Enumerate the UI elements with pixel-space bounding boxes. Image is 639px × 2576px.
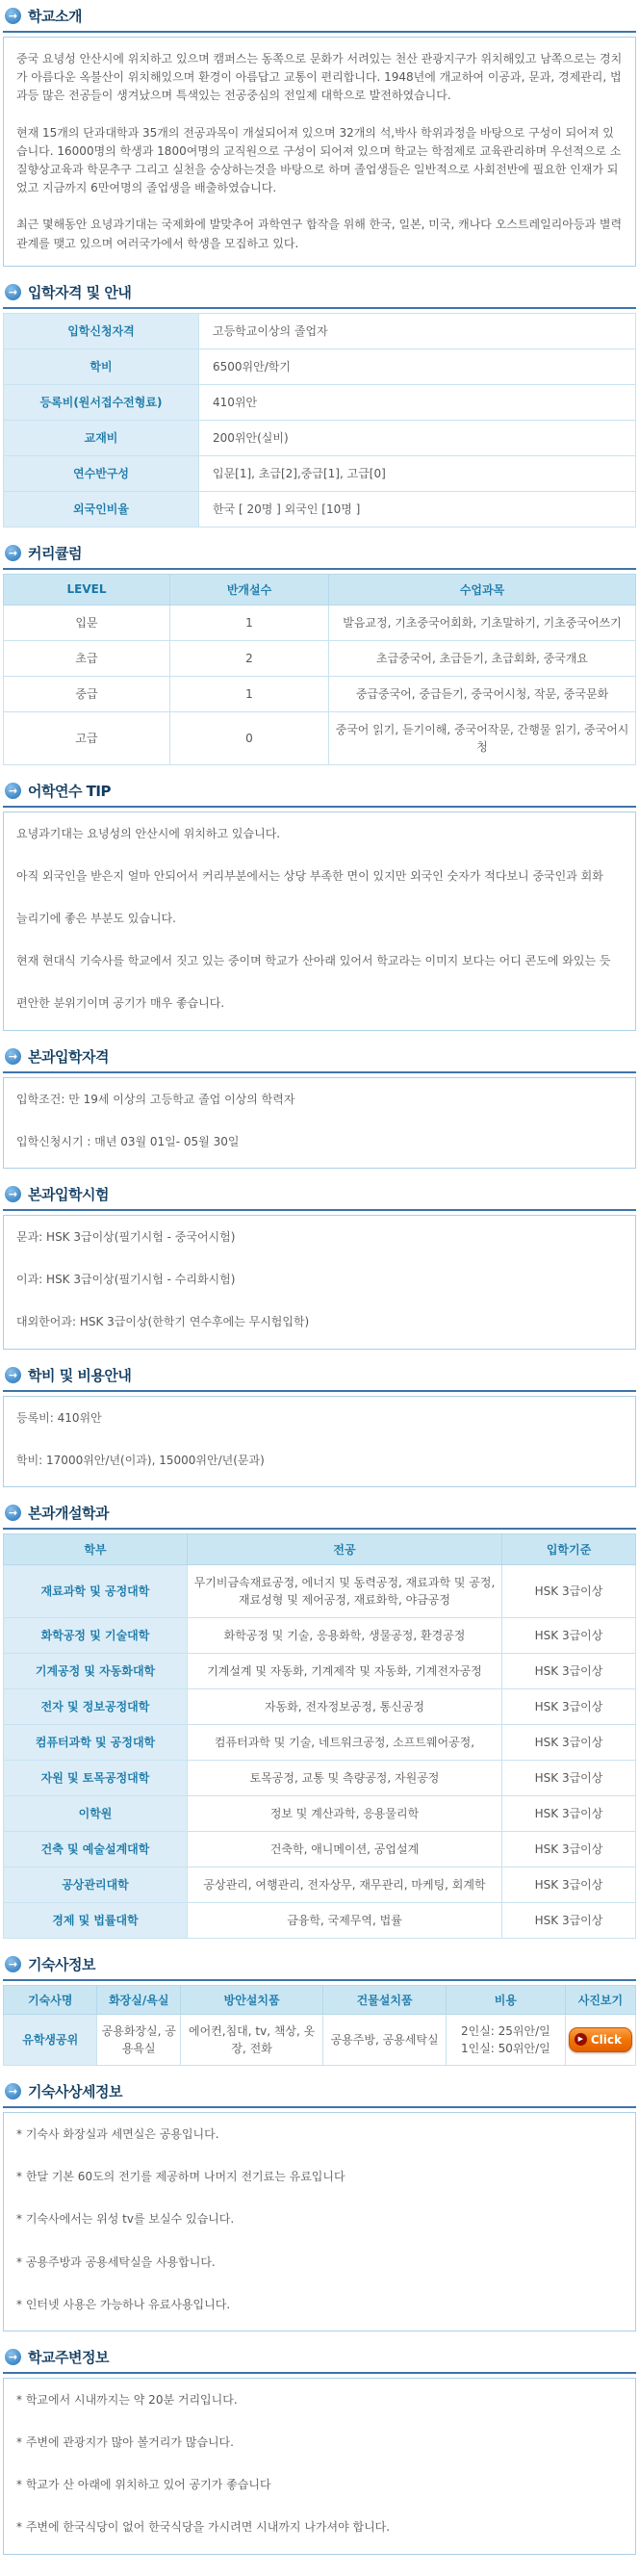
cost-line: 2인실: 25위안/일 — [460, 2023, 550, 2038]
table-row — [4, 455, 636, 491]
column-header: 기숙사명 — [4, 1985, 97, 2014]
text-line: 아직 외국인을 받은지 얼마 안되어서 커리부분에서는 상당 부족한 면이 있지만 외국인 숫자가 적다보니 중국인과 회화 — [16, 868, 603, 883]
column-header: 전공 — [188, 1533, 502, 1564]
arrow-circle-icon: → — [5, 2083, 21, 2099]
faculty-cell: 재료과학 및 공정대학 — [4, 1564, 188, 1617]
section-title: 본과입학자격 — [28, 1047, 109, 1066]
text-line: 늘리기에 좋은 부분도 있습니다. — [16, 912, 176, 926]
text-line: 요녕과기대는 요녕성의 안산시에 위치하고 있습니다. — [16, 826, 281, 840]
section-title: 기숙사상세정보 — [28, 2082, 122, 2100]
text-line: 이과: HSK 3급이상(필기시험 - 수리화시험) — [16, 1273, 236, 1287]
text-line: 입학조건: 만 19세 이상의 고등학교 졸업 이상의 학력자 — [16, 1092, 295, 1106]
section-departments — [3, 1499, 636, 1939]
text-line: 대외한어과: HSK 3급이상(한학기 연수후에는 무시험입학) — [16, 1315, 310, 1329]
requirement-cell: HSK 3급이상 — [502, 1760, 636, 1795]
section-title: 본과개설학과 — [28, 1504, 109, 1522]
arrow-circle-icon: → — [5, 8, 21, 24]
table-header-row — [4, 1533, 636, 1564]
row-label: 등록비(원서접수전형료) — [4, 384, 199, 420]
curriculum-table — [3, 574, 636, 765]
requirement-cell: HSK 3급이상 — [502, 1902, 636, 1938]
section-dorm-details-header — [3, 2077, 636, 2108]
table-row — [4, 605, 636, 640]
text-line: 현재 현대식 기숙사를 학교에서 짓고 있는 중이며 학교가 산아래 있어서 학교라는 이미지 보다는 어디 콘도에 와있는 듯 — [16, 954, 611, 968]
section-title: 학교소개 — [28, 8, 82, 25]
subjects-cell: 초급중국어, 초급듣기, 초급회화, 중국개요 — [329, 640, 636, 676]
requirement-cell: HSK 3급이상 — [502, 1795, 636, 1831]
table-row — [4, 676, 636, 711]
table-row — [4, 1760, 636, 1795]
column-header: 사진보기 — [565, 1985, 635, 2014]
column-header: 비용 — [446, 1985, 565, 2014]
faculty-cell: 기계공정 및 자동화대학 — [4, 1653, 188, 1688]
text-line: 학비: 17000위안/년(이과), 15000위안/년(문과) — [16, 1453, 265, 1467]
cost-cell — [446, 2014, 565, 2065]
bullet-line: * 주변에 한국식당이 없어 한국식당을 가시려면 시내까지 나가셔야 합니다. — [16, 2520, 391, 2535]
bullet-line: * 한달 기본 60도의 전기를 제공하며 나머지 전기료는 유료입니다 — [16, 2170, 345, 2184]
room-items-cell: 에어컨,침대, tv, 책상, 옷장, 전화 — [181, 2014, 323, 2065]
arrow-circle-icon: → — [5, 783, 21, 799]
bachelor-exam-box — [3, 1215, 636, 1350]
section-dormitory — [3, 1950, 636, 2066]
classes-cell: 1 — [170, 676, 329, 711]
column-header: LEVEL — [4, 574, 170, 605]
faculty-cell: 화학공정 및 기술대학 — [4, 1617, 188, 1653]
level-cell: 고급 — [4, 711, 170, 764]
classes-cell: 2 — [170, 640, 329, 676]
subjects-cell: 중급중국어, 중급듣기, 중국어시청, 작문, 중국문화 — [329, 676, 636, 711]
section-language-tip-header — [3, 777, 636, 808]
section-bachelor-qualification — [3, 1043, 636, 1169]
table-row — [4, 640, 636, 676]
subjects-cell: 발음교정, 기초중국어회화, 기초말하기, 기초중국어쓰기 — [329, 605, 636, 640]
table-row — [4, 491, 636, 527]
table-row — [4, 2014, 636, 2065]
section-curriculum — [3, 539, 636, 765]
paragraph: 중국 요녕성 안산시에 위치하고 있으며 캠퍼스는 동쪽으로 문화가 서려있는 천산 관광지구가 위치해있고 남쪽으로는 경치가 아름다운 옥불산이 위치해있으며 환경이 아름답고 교통이 편리합니다. 1948년에 개교하여 이공과, 문과, 경제관리, 법과등 많은 전공들이 생겨났으며 특색있는 전공중심의 전일제 대학으로 발전하였습니다. — [16, 52, 623, 103]
section-admission — [3, 278, 636, 528]
dorm-name-cell: 유학생공위 — [4, 2014, 97, 2065]
admission-table — [3, 313, 636, 528]
arrow-circle-icon: → — [5, 2349, 21, 2365]
faculty-cell: 경제 및 법률대학 — [4, 1902, 188, 1938]
table-row — [4, 1564, 636, 1617]
faculty-cell: 이학원 — [4, 1795, 188, 1831]
faculty-cell: 전자 및 정보공정대학 — [4, 1688, 188, 1724]
section-language-tip — [3, 777, 636, 1031]
requirement-cell: HSK 3급이상 — [502, 1564, 636, 1617]
bullet-line: * 주변에 관광지가 많아 볼거리가 많습니다. — [16, 2435, 234, 2450]
row-label: 입학신청자격 — [4, 313, 199, 348]
text-line: 편안한 분위기이며 공기가 매우 좋습니다. — [16, 996, 225, 1011]
section-title: 어학연수 TIP — [28, 782, 111, 800]
majors-cell: 자동화, 전자정보공정, 통신공정 — [188, 1688, 502, 1724]
section-bachelor-qualification-header — [3, 1043, 636, 1073]
bullet-line: * 공용주방과 공용세탁실을 사용합니다. — [16, 2254, 216, 2269]
section-curriculum-header — [3, 539, 636, 570]
row-label: 학비 — [4, 348, 199, 384]
column-header: 방안설치품 — [181, 1985, 323, 2014]
table-header-row — [4, 574, 636, 605]
level-cell: 입문 — [4, 605, 170, 640]
level-cell: 초급 — [4, 640, 170, 676]
paragraph: 최근 몇해동안 요녕과기대는 국제화에 발맞추어 과학연구 합작을 위해 한국, 일본, 미국, 캐나다 오스트레일리아등과 별력관계를 맺고 있으며 여러국가에서 학생을 모집하고 있다. — [16, 218, 623, 250]
requirement-cell: HSK 3급이상 — [502, 1617, 636, 1653]
arrow-circle-icon: → — [5, 1505, 21, 1521]
text-line: 문과: HSK 3급이상(필기시험 - 중국어시험) — [16, 1230, 236, 1244]
row-label: 외국인비율 — [4, 491, 199, 527]
bathroom-cell: 공용화장실, 공용욕실 — [97, 2014, 181, 2065]
section-title: 입학자격 및 안내 — [28, 283, 132, 301]
subjects-cell: 중국어 읽기, 듣기이해, 중국어작문, 간행물 읽기, 중국어시청 — [329, 711, 636, 764]
arrow-circle-icon: → — [5, 1048, 21, 1065]
row-value: 6500위안/학기 — [199, 348, 636, 384]
table-row — [4, 711, 636, 764]
photo-click-button[interactable] — [569, 2027, 632, 2052]
row-value: 한국 [ 20명 ] 외국인 [10명 ] — [199, 491, 636, 527]
section-bachelor-exam-header — [3, 1180, 636, 1211]
dormitory-table — [3, 1985, 636, 2066]
tuition-box — [3, 1396, 636, 1487]
bullet-line: * 학교에서 시내까지는 약 20분 거리입니다. — [16, 2392, 238, 2407]
table-row — [4, 1902, 636, 1938]
faculty-cell: 공상관리대학 — [4, 1867, 188, 1902]
table-row — [4, 313, 636, 348]
section-dorm-details — [3, 2077, 636, 2331]
dorm-details-box — [3, 2112, 636, 2331]
table-header-row — [4, 1985, 636, 2014]
table-row — [4, 1688, 636, 1724]
section-title: 학비 및 비용안내 — [28, 1366, 132, 1384]
arrow-circle-icon: → — [5, 1186, 21, 1202]
section-tuition-header — [3, 1361, 636, 1392]
section-tuition — [3, 1361, 636, 1487]
majors-cell: 정보 및 계산과학, 응용물리학 — [188, 1795, 502, 1831]
section-title: 본과입학시험 — [28, 1186, 109, 1203]
column-header: 화장실/욕실 — [97, 1985, 181, 2014]
faculty-cell: 건축 및 예술설계대학 — [4, 1831, 188, 1867]
requirement-cell: HSK 3급이상 — [502, 1688, 636, 1724]
play-icon: ▶ — [575, 2033, 587, 2046]
majors-cell: 기계설계 및 자동화, 기계제작 및 자동화, 기계전자공정 — [188, 1653, 502, 1688]
arrow-circle-icon: → — [5, 284, 21, 300]
section-surroundings — [3, 2343, 636, 2555]
bullet-line: * 기숙사에서는 위성 tv를 보실수 있습니다. — [16, 2212, 235, 2227]
arrow-circle-icon: → — [5, 1956, 21, 1972]
table-row — [4, 384, 636, 420]
row-label: 교재비 — [4, 420, 199, 455]
level-cell: 중급 — [4, 676, 170, 711]
requirement-cell: HSK 3급이상 — [502, 1867, 636, 1902]
cost-line: 1인실: 50위안/일 — [460, 2041, 550, 2055]
bachelor-qualification-box — [3, 1077, 636, 1169]
departments-table — [3, 1533, 636, 1939]
classes-cell: 0 — [170, 711, 329, 764]
section-title: 학교주변정보 — [28, 2348, 109, 2366]
table-row — [4, 1724, 636, 1760]
row-value: 200위안(실비) — [199, 420, 636, 455]
row-value: 410위안 — [199, 384, 636, 420]
majors-cell: 금융학, 국제무역, 법률 — [188, 1902, 502, 1938]
photo-cell — [565, 2014, 635, 2065]
table-row — [4, 1867, 636, 1902]
table-row — [4, 1653, 636, 1688]
section-departments-header — [3, 1499, 636, 1530]
faculty-cell: 자원 및 토목공정대학 — [4, 1760, 188, 1795]
majors-cell: 건축학, 애니메이션, 공업설계 — [188, 1831, 502, 1867]
classes-cell: 1 — [170, 605, 329, 640]
section-bachelor-exam — [3, 1180, 636, 1350]
section-intro-header — [3, 2, 636, 33]
paragraph: 현재 15개의 단과대학과 35개의 전공과목이 개설되어져 있으며 32개의 석,박사 학위과정을 바탕으로 구성이 되어져 있습니다. 16000명의 학생과 1800여명의 교직원으로 구성이 되어져 있으며 학교는 학점제로 교육관리하며 우선적으로 소질향상교육과 학문추구 그리고 실천을 숭상하는것을 바탕으로 하며 졸업생들은 일반적으로 사회전반에 필요한 인재가 되었고 지금까지 6만여명의 졸업생을 배출하였습니다. — [16, 125, 622, 195]
section-title: 기숙사정보 — [28, 1955, 95, 1973]
column-header: 입학기준 — [502, 1533, 636, 1564]
table-row — [4, 348, 636, 384]
section-title: 커리큘럼 — [28, 544, 82, 562]
section-intro — [3, 2, 636, 267]
arrow-circle-icon: → — [5, 545, 21, 561]
column-header: 학부 — [4, 1533, 188, 1564]
column-header: 건물설치품 — [323, 1985, 447, 2014]
building-items-cell: 공용주방, 공용세탁실 — [323, 2014, 447, 2065]
requirement-cell: HSK 3급이상 — [502, 1653, 636, 1688]
bullet-line: * 학교가 산 아래에 위치하고 있어 공기가 좋습니다 — [16, 2478, 271, 2492]
table-row — [4, 420, 636, 455]
row-label: 연수반구성 — [4, 455, 199, 491]
row-value: 고등학교이상의 졸업자 — [199, 313, 636, 348]
requirement-cell: HSK 3급이상 — [502, 1831, 636, 1867]
text-line: 등록비: 410위안 — [16, 1410, 102, 1425]
bullet-line: * 기숙사 화장실과 세면실은 공용입니다. — [16, 2126, 219, 2141]
section-admission-header — [3, 278, 636, 309]
text-line: 입학신청시기 : 매년 03월 01일- 05월 30일 — [16, 1134, 240, 1148]
majors-cell: 토목공정, 교통 및 측량공정, 자원공정 — [188, 1760, 502, 1795]
intro-text-box — [3, 37, 636, 267]
surroundings-box — [3, 2378, 636, 2555]
section-surroundings-header — [3, 2343, 636, 2374]
bullet-line: * 인터넷 사용은 가능하나 유료사용입니다. — [16, 2297, 231, 2311]
table-row — [4, 1617, 636, 1653]
tip-text-box — [3, 811, 636, 1031]
majors-cell: 화학공정 및 기술, 응용화학, 생물공정, 환경공정 — [188, 1617, 502, 1653]
faculty-cell: 컴퓨터과학 및 공정대학 — [4, 1724, 188, 1760]
table-row — [4, 1831, 636, 1867]
majors-cell: 컴퓨터과학 및 기술, 네트워크공정, 소프트웨어공정, — [188, 1724, 502, 1760]
arrow-circle-icon: → — [5, 1367, 21, 1383]
majors-cell: 공상관리, 여행관리, 전자상무, 재무관리, 마케팅, 회계학 — [188, 1867, 502, 1902]
table-row — [4, 1795, 636, 1831]
row-value: 입문[1], 초급[2],중급[1], 고급[0] — [199, 455, 636, 491]
majors-cell: 무기비금속재료공정, 에너지 및 동력공정, 재료과학 및 공정, 재료성형 및 제어공정, 재료화학, 야금공정 — [188, 1564, 502, 1617]
column-header: 반개설수 — [170, 574, 329, 605]
column-header: 수업과목 — [329, 574, 636, 605]
section-dormitory-header — [3, 1950, 636, 1981]
requirement-cell: HSK 3급이상 — [502, 1724, 636, 1760]
photo-click-button-label: Click — [590, 2032, 622, 2047]
